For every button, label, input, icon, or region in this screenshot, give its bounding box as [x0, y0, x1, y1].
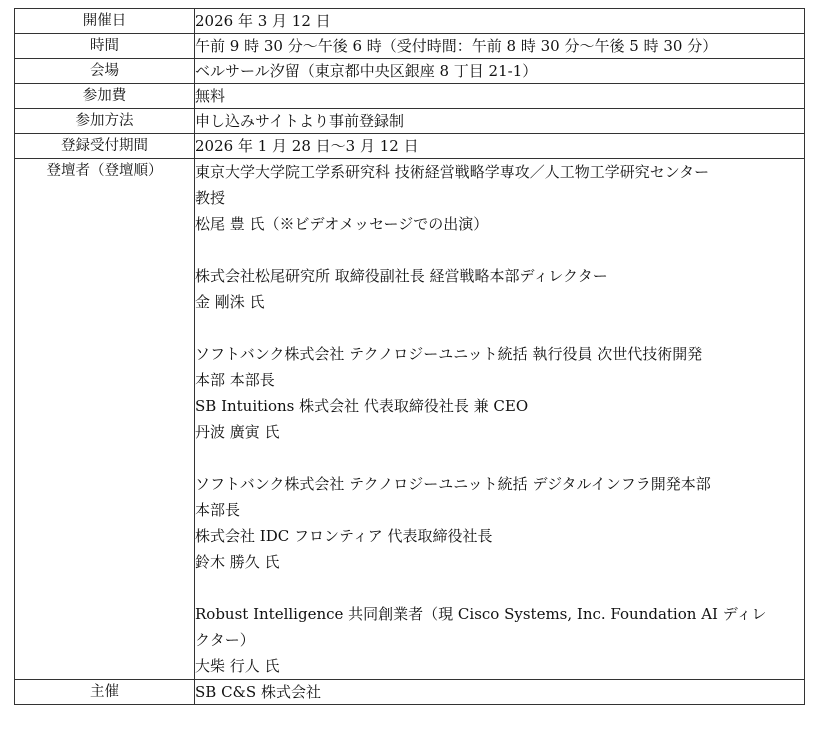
value-time: 午前 9 時 30 分～午後 6 時（受付時間：午前 8 時 30 分～午後 5 時 30 分） [195, 34, 805, 59]
event-info-table [14, 8, 805, 705]
row-fee [15, 84, 805, 109]
speaker-line: 鈴木 勝久 氏 [195, 553, 280, 571]
speaker-line: 本部 本部長 [195, 371, 275, 389]
label-time: 時間 [15, 34, 195, 59]
label-method: 参加方法 [15, 109, 195, 134]
label-speakers: 登壇者（登壇順） [15, 159, 195, 680]
speaker-line: 東京大学大学院工学系研究科 技術経営戦略学専攻／人工物工学研究センター [195, 163, 710, 181]
label-date: 開催日 [15, 9, 195, 34]
speaker-line: 丹波 廣寅 氏 [195, 423, 280, 441]
speaker-list [195, 159, 804, 679]
value-venue: ベルサール汐留（東京都中央区銀座 8 丁目 21-1） [195, 59, 805, 84]
row-venue [15, 59, 805, 84]
speaker-line: ソフトバンク株式会社 テクノロジーユニット統括 執行役員 次世代技術開発 [195, 345, 703, 363]
label-fee: 参加費 [15, 84, 195, 109]
speaker-line: 金 剛洙 氏 [195, 293, 265, 311]
speaker-line: 株式会社松尾研究所 取締役副社長 経営戦略本部ディレクター [195, 267, 608, 285]
row-speakers [15, 159, 805, 680]
speaker-gap [195, 237, 804, 263]
value-fee: 無料 [195, 84, 805, 109]
speaker-line: SB Intuitions 株式会社 代表取締役社長 兼 CEO [195, 397, 529, 415]
speaker-line: Robust Intelligence 共同創業者（現 Cisco Systems, Inc. Foundation AI ディレ [195, 605, 767, 623]
value-method: 申し込みサイトより事前登録制 [195, 109, 805, 134]
value-speakers [195, 159, 805, 680]
value-organizer: SB C&S 株式会社 [195, 680, 805, 705]
label-registration-period: 登録受付期間 [15, 134, 195, 159]
speaker-line: クター） [195, 631, 255, 649]
speaker-line: 株式会社 IDC フロンティア 代表取締役社長 [195, 527, 493, 545]
row-time [15, 34, 805, 59]
value-date: 2026 年 3 月 12 日 [195, 9, 805, 34]
speaker-gap [195, 575, 804, 601]
label-venue: 会場 [15, 59, 195, 84]
speaker-gap [195, 315, 804, 341]
label-organizer: 主催 [15, 680, 195, 705]
row-registration-period [15, 134, 805, 159]
row-organizer [15, 680, 805, 705]
value-registration-period: 2026 年 1 月 28 日～3 月 12 日 [195, 134, 805, 159]
row-date [15, 9, 805, 34]
speaker-gap [195, 445, 804, 471]
speaker-line: 教授 [195, 189, 226, 207]
speaker-line: ソフトバンク株式会社 テクノロジーユニット統括 デジタルインフラ開発本部 [195, 475, 711, 493]
speaker-line: 本部長 [195, 501, 241, 519]
row-method [15, 109, 805, 134]
speaker-line: 大柴 行人 氏 [195, 657, 280, 675]
speaker-line: 松尾 豊 氏（※ビデオメッセージでの出演） [195, 215, 489, 233]
